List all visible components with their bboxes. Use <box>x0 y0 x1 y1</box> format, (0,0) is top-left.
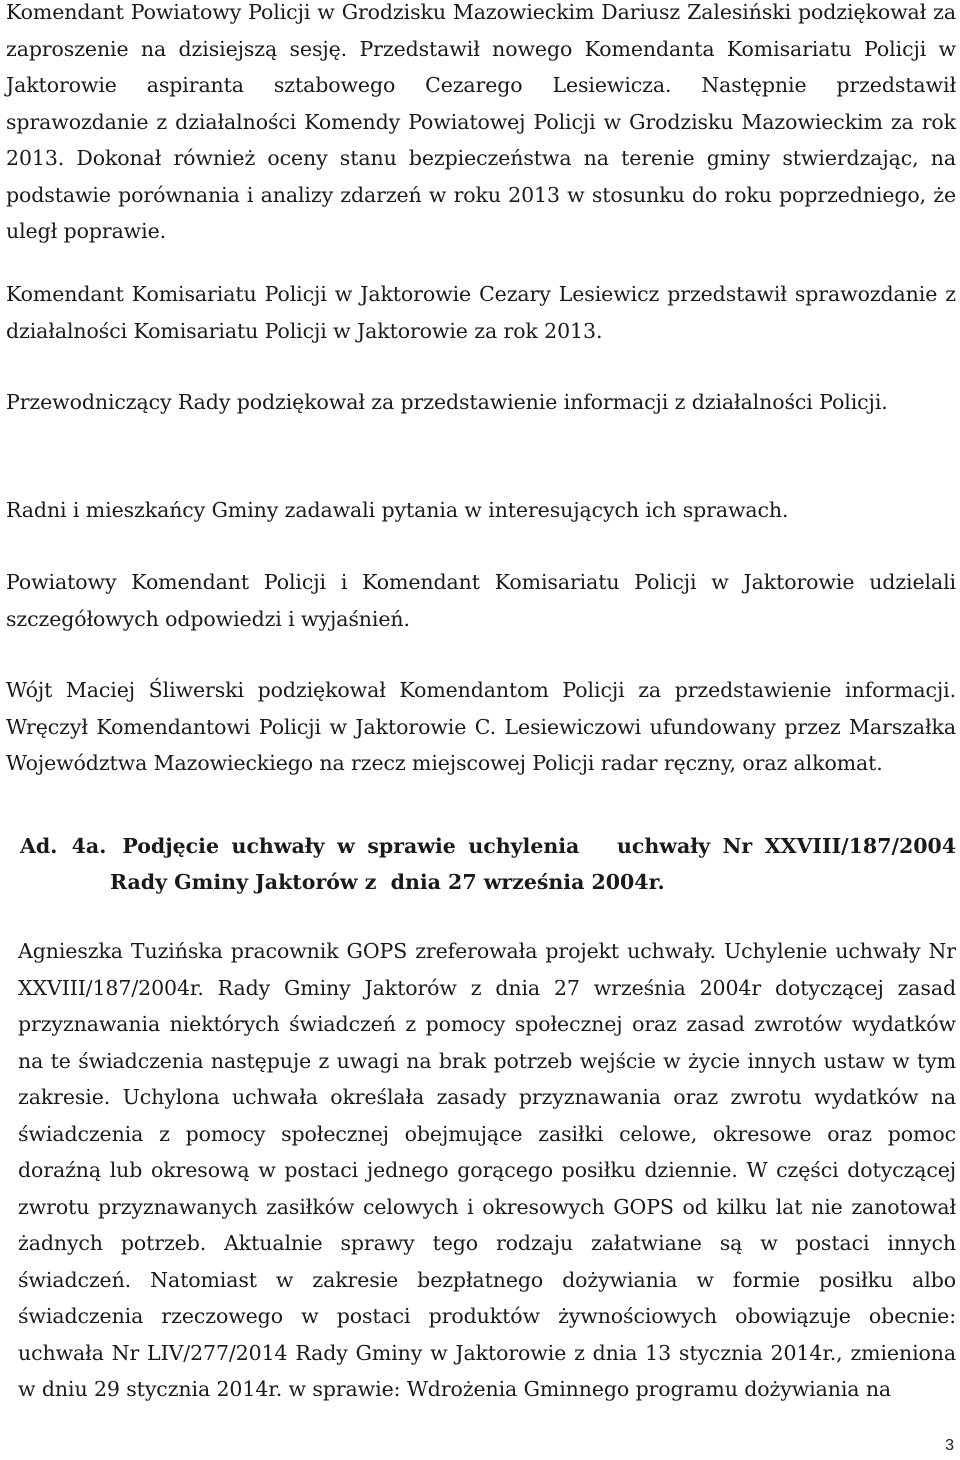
agenda-item-number: Ad. 4a. <box>20 834 107 858</box>
agenda-item-title-line-1: Podjęcie uchwały w sprawie uchylenia uchwały Nr XXVIII/187/2004 <box>122 834 956 858</box>
paragraph-mayor-thanks: Wójt Maciej Śliwerski podziękował Komendantom Policji za przedstawienie informacji. Wręczył Komendantowi Policji w Jaktorowie C. Lesiewiczowi ufundowany przez Marszałka Województwa Mazowieckiego na rzecz miejscowej Policji radar ręczny, oraz alkomat. <box>6 678 956 775</box>
agenda-item-heading <box>20 828 956 900</box>
paragraph-gops-resolution: Agnieszka Tuzińska pracownik GOPS zreferowała projekt uchwały. Uchylenie uchwały Nr XXVIII/187/2004r. Rady Gminy Jaktorów z dnia 27 września 2004r dotyczącej zasad przyznawania niektórych świadczeń z pomocy społecznej oraz zasad zwrotów wydatków na te świadczenia następuje z uwagi na brak potrzeb wejście w życie innych ustaw w tym zakresie. Uchylona uchwała określała zasady przyznawania oraz zwrotu wydatków na świadczenia z pomocy społecznej obejmujące zasiłki celowe, okresowe oraz pomoc doraźną lub okresową w postaci jednego gorącego posiłku dziennie. W części dotyczącej zwrotu przyznawanych zasiłków celowych i okresowych GOPS od kilku lat nie zanotował żadnych potrzeb. Aktualnie sprawy tego rodzaju załatwiane są w postaci innych świadczeń. Natomiast w zakresie bezpłatnego dożywiania w formie posiłku albo świadczenia rzeczowego w postaci produktów żywnościowych obowiązuje obecnie: uchwała Nr LIV/277/2014 Rady Gminy w Jaktorowie z dnia 13 stycznia 2014r., zmieniona w dniu 29 stycznia 2014r. w sprawie: Wdrożenia Gminnego programu dożywiania na <box>18 939 956 1401</box>
paragraph-police-commander-report: Komendant Powiatowy Policji w Grodzisku Mazowieckim Dariusz Zalesiński podziękował za zaproszenie na dzisiejszą sesję. Przedstawił nowego Komendanta Komisariatu Policji w Jaktorowie aspiranta sztabowego Cezarego Lesiewicza. Następnie przedstawił sprawozdanie z działalności Komendy Powiatowej Policji w Grodzisku Mazowieckim za rok 2013. Dokonał również oceny stanu bezpieczeństwa na terenie gminy stwierdzając, na podstawie porównania i analizy zdarzeń w roku 2013 w stosunku do roku poprzedniego, że uległ poprawie. <box>6 0 956 243</box>
paragraph-questions: Radni i mieszkańcy Gminy zadawali pytania w interesujących ich sprawach. <box>6 498 789 522</box>
page-number: 3 <box>945 1437 954 1454</box>
agenda-heading-line-1 <box>20 828 956 864</box>
agenda-item-title-line-2: Rady Gminy Jaktorów z dnia 27 września 2004r. <box>110 870 665 894</box>
paragraph-commissariat-report: Komendant Komisariatu Policji w Jaktorowie Cezary Lesiewicz przedstawił sprawozdanie z działalności Komisariatu Policji w Jaktorowie za rok 2013. <box>6 282 956 343</box>
paragraph-answers: Powiatowy Komendant Policji i Komendant Komisariatu Policji w Jaktorowie udzielali szczegółowych odpowiedzi i wyjaśnień. <box>6 570 956 631</box>
paragraph-chairman-thanks: Przewodniczący Rady podziękował za przedstawienie informacji z działalności Policji. <box>6 390 888 414</box>
